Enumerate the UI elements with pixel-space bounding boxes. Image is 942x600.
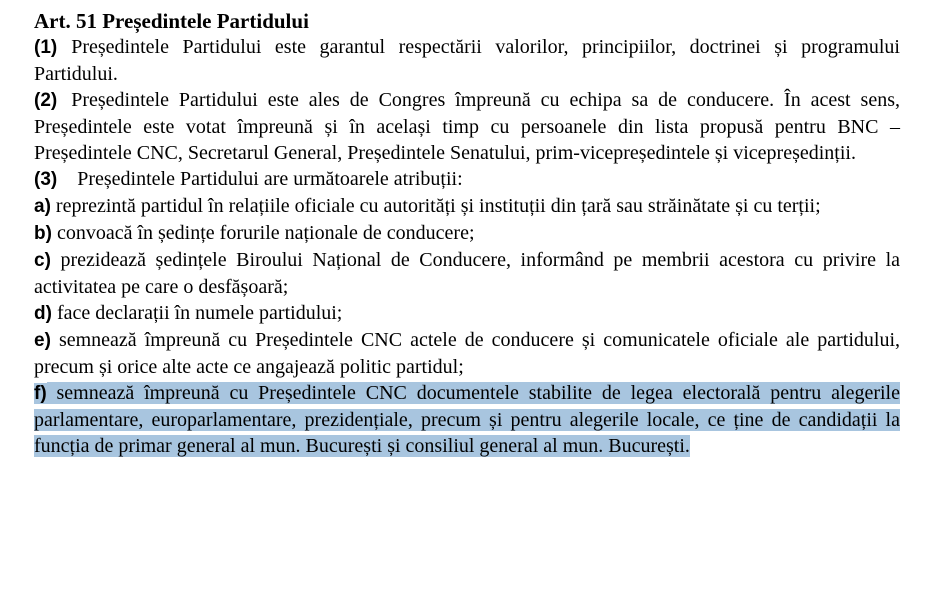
- item-text: face declarații în numele partidului;: [56, 302, 343, 324]
- item-label: e): [34, 330, 51, 351]
- list-item-d: [34, 300, 900, 327]
- list-item-b: [34, 220, 900, 247]
- item-text: prezidează ședințele Biroului Național de Conducere, informând pe membrii acestora cu privire la activitatea pe care o desfășoară;: [34, 249, 901, 298]
- item-label: b): [34, 223, 52, 244]
- article-title: Art. 51 Președintele Partidului: [34, 9, 309, 33]
- paragraph-text: Președintele Partidului este ales de Congres împreună cu echipa sa de conducere. În acest sens, Președintele este votat împreună și în același timp cu persoanele din lista propusă pentru BNC – Președintele CNC, Secretarul General, Președintele Senatului, prim-vicepreședintele și vicepreședinții.: [34, 89, 900, 164]
- paragraph-label: (2): [34, 90, 58, 111]
- list-item-c: [34, 247, 900, 300]
- item-label: a): [34, 196, 51, 217]
- paragraph-1: [34, 34, 900, 87]
- list-item-f-selected[interactable]: [34, 380, 900, 459]
- paragraph-text: Președintele Partidului are următoarele atribuții:: [77, 168, 463, 190]
- paragraph-3: [34, 166, 900, 193]
- item-label: f): [34, 383, 47, 404]
- paragraph-label: (1): [34, 37, 58, 58]
- paragraph-text: Președintele Partidului este garantul respectării valorilor, principiilor, doctrinei și programului Partidului.: [34, 36, 900, 85]
- list-item-e: [34, 327, 900, 380]
- paragraph-label: (3): [34, 169, 58, 190]
- item-text: convoacă în ședințe forurile naționale de conducere;: [56, 222, 475, 244]
- item-text: reprezintă partidul în relațiile oficiale cu autorități și instituții din țară sau străinătate și cu terții;: [55, 195, 821, 217]
- list-item-a: [34, 193, 900, 220]
- item-label: d): [34, 303, 52, 324]
- selected-text[interactable]: semnează împreună cu Președintele CNC documentele stabilite de legea electorală pentru alegerile parlamentare, europarlamentare, prezidențiale, precum și pentru alegerile locale, ce ține de candidații la funcția de primar general al mun. București și consiliul general al mun. București.: [34, 382, 900, 457]
- item-text: semnează împreună cu Președintele CNC actele de conducere și comunicatele oficiale ale partidului, precum și orice alte acte ce angajează politic partidul;: [34, 329, 901, 378]
- item-label: c): [34, 250, 51, 271]
- paragraph-2: [34, 87, 900, 166]
